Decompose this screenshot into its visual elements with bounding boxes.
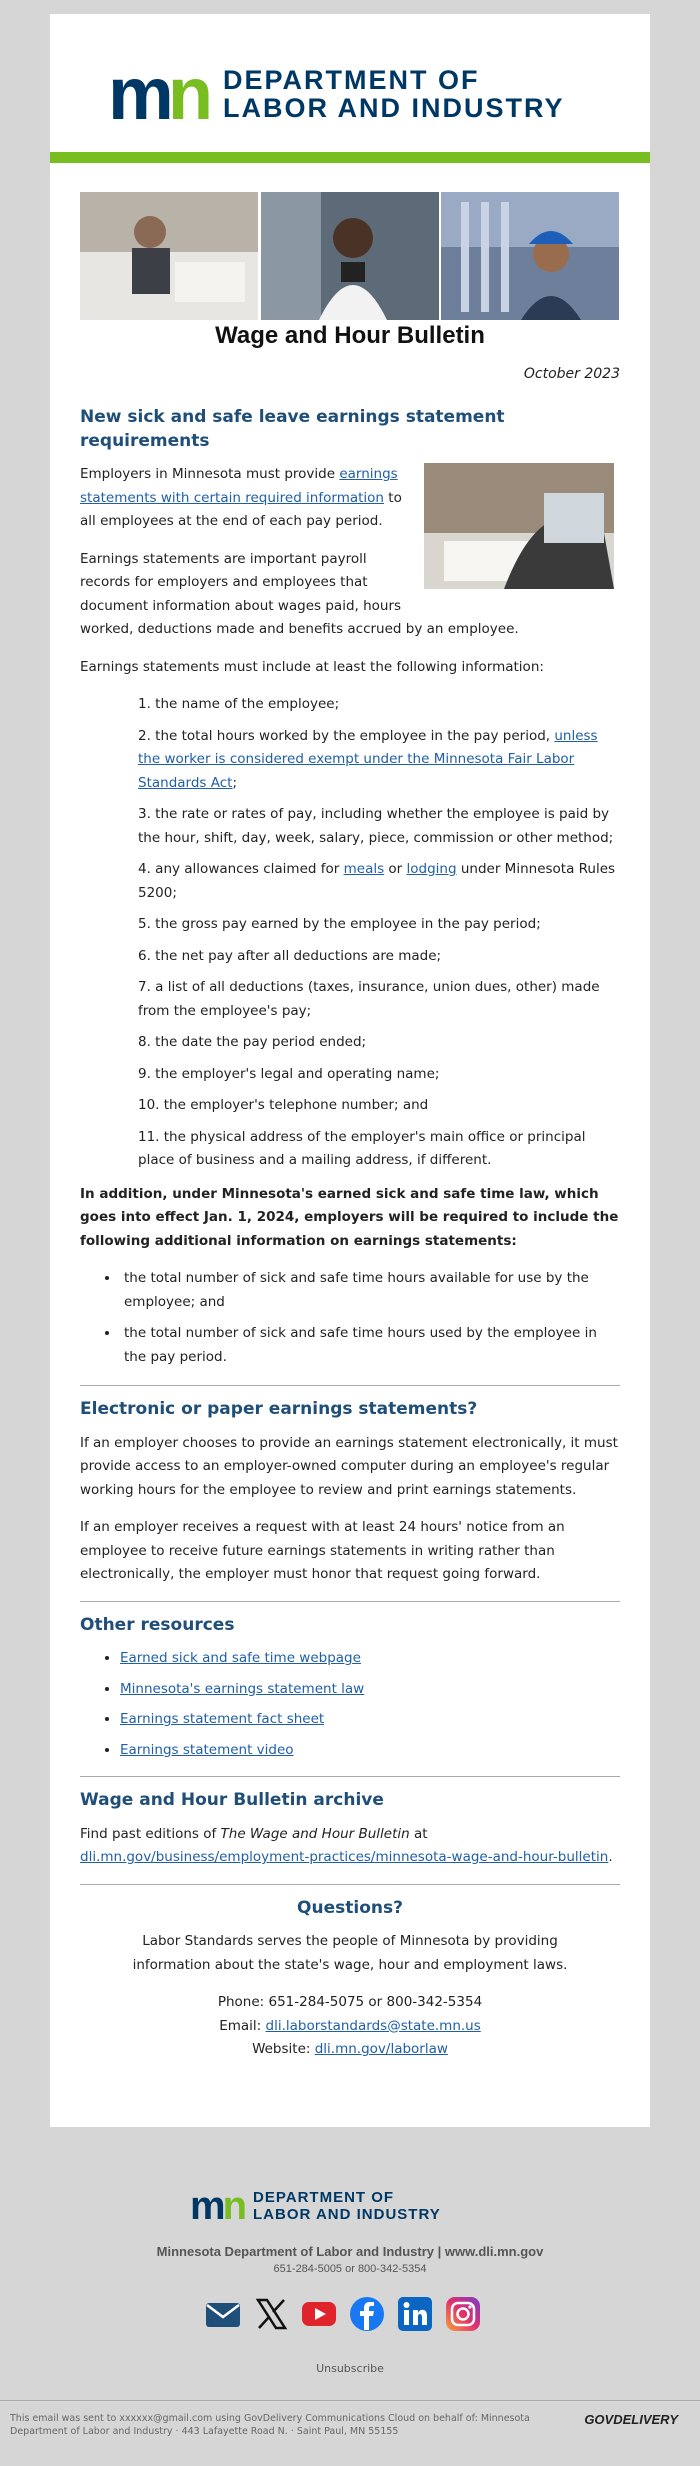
bold-paragraph: In addition, under Minnesota's earned sick and safe time law, which goes into effect Jan. 1, 2024, employers will be required to include the following additional information on earnings statements: bbox=[80, 1185, 619, 1249]
linkedin-icon[interactable] bbox=[397, 2296, 433, 2332]
paragraph: Earnings statements are important payroll records for employers and employees that document information about wages paid, hours worked, deductions made and benefits accrued by an employee. bbox=[80, 550, 519, 637]
dept-name: DEPARTMENT OF LABOR AND INDUSTRY bbox=[223, 65, 565, 123]
photo-housekeeper bbox=[80, 192, 259, 320]
section-heading: New sick and safe leave earnings statement requirements bbox=[80, 407, 505, 451]
phone-line: Phone: 651-284-5075 or 800-342-5354 bbox=[217, 1994, 483, 2010]
list-item: 10. the employer's telephone number; and bbox=[138, 1097, 429, 1113]
list-item bbox=[120, 1739, 620, 1763]
section-heading: Other resources bbox=[80, 1614, 235, 1635]
list-item: 6. the net pay after all deductions are made; bbox=[138, 947, 442, 964]
instagram-icon[interactable] bbox=[445, 2296, 481, 2332]
list-item: 1. the name of the employee; bbox=[138, 696, 340, 712]
earnings-statements-link[interactable]: earnings statements with certain required information bbox=[80, 466, 398, 506]
footer-divider bbox=[0, 2400, 700, 2401]
sick-time-webpage-link[interactable]: Earned sick and safe time webpage bbox=[120, 1650, 361, 1666]
green-divider bbox=[50, 152, 650, 163]
photo-office-worker bbox=[261, 192, 440, 320]
list-item: 2. the total hours worked by the employee in the pay period, unless the worker is considered exempt under the Minnesota Fair Labor Standards Act; bbox=[138, 727, 598, 791]
list-item: 3. the rate or rates of pay, including whether the employee is paid by the hour, shift, day, week, salary, piece, commission or other method; bbox=[138, 806, 614, 846]
list-item bbox=[120, 1678, 620, 1702]
email-card bbox=[50, 14, 650, 2127]
sick-time-list bbox=[80, 1267, 620, 1369]
list-item: 5. the gross pay earned by the employee in the pay period; bbox=[138, 916, 541, 932]
meals-link[interactable]: meals bbox=[343, 861, 385, 877]
list-item: 9. the employer's legal and operating name; bbox=[138, 1065, 440, 1082]
lodging-link[interactable]: lodging bbox=[406, 861, 457, 877]
dept-name: DEPARTMENT OF LABOR AND INDUSTRY bbox=[253, 2189, 441, 2223]
section-heading: Wage and Hour Bulletin archive bbox=[80, 1790, 384, 1810]
questions-text: Labor Standards serves the people of Minnesota by providing information about the state's wage, hour and employment laws. bbox=[132, 1933, 568, 1973]
list-item: • the total number of sick and safe time hours available for use by the employee; and bbox=[120, 1267, 620, 1314]
requirements-list bbox=[80, 693, 620, 1173]
social-links bbox=[205, 2296, 481, 2332]
photo-worker-hardhat bbox=[441, 192, 620, 320]
website-line: Website: dli.mn.gov/laborlaw bbox=[252, 2041, 448, 2057]
questions-heading: Questions? bbox=[297, 1897, 403, 1918]
archive-link[interactable]: dli.mn.gov/business/employment-practices/minnesota-wage-and-hour-bulletin bbox=[80, 1849, 609, 1865]
list-item bbox=[120, 1708, 620, 1732]
email-link[interactable]: dli.laborstandards@state.mn.us bbox=[265, 2017, 481, 2034]
bulletin-date: October 2023 bbox=[523, 366, 620, 382]
paragraph: If an employer receives a request with at least 24 hours' notice from an employee to receive future earnings statements in writing rather than electronically, the employer must honor that request going forward. bbox=[80, 1519, 565, 1582]
list-item bbox=[120, 1647, 620, 1671]
list-item: 4. any allowances claimed for meals or lodging under Minnesota Rules 5200; bbox=[138, 861, 616, 901]
photo-person-writing bbox=[424, 463, 614, 589]
list-item: 11. the physical address of the employer's main office or principal place of business and a mailing address, if different. bbox=[138, 1128, 586, 1168]
questions-block bbox=[80, 1897, 620, 2062]
mn-logo-mark: mn bbox=[108, 52, 208, 135]
fact-sheet-link[interactable]: Earnings statement fact sheet bbox=[120, 1711, 325, 1727]
footer-notice: This email was sent to xxxxxx@gmail.com using GovDelivery Communications Cloud on behalf of: Minnesota Department of Labor and Industry · 443 Lafayette Road N. · Saint Paul, MN 55155 bbox=[10, 2413, 530, 2437]
facebook-icon[interactable] bbox=[349, 2296, 385, 2332]
section-heading: Electronic or paper earnings statements? bbox=[80, 1399, 478, 1419]
website-link[interactable]: dli.mn.gov/laborlaw bbox=[314, 2041, 448, 2057]
mn-logo-mark: mn bbox=[190, 2184, 245, 2228]
video-link[interactable]: Earnings statement video bbox=[120, 1741, 294, 1758]
intro-paragraph: Employers in Minnesota must provide earnings statements with certain required information to all employees at the end of each pay period. bbox=[80, 466, 402, 529]
footer-phone: 651-284-5005 or 800-342-5354 bbox=[273, 2263, 427, 2275]
earnings-law-link[interactable]: Minnesota's earnings statement law bbox=[120, 1680, 365, 1697]
youtube-icon[interactable] bbox=[301, 2296, 337, 2332]
divider bbox=[80, 1884, 620, 1885]
email-line: Email: dli.laborstandards@state.mn.us bbox=[219, 2017, 481, 2034]
bulletin-title: Wage and Hour Bulletin bbox=[215, 322, 485, 349]
footer-logo bbox=[190, 2186, 441, 2226]
govdelivery-logo: GOVDELIVERY bbox=[584, 2412, 678, 2427]
hero-photos bbox=[80, 192, 620, 320]
divider bbox=[80, 1776, 620, 1777]
bulletin-content bbox=[80, 394, 620, 2062]
dli-logo bbox=[108, 52, 608, 135]
divider bbox=[80, 1601, 620, 1602]
unsubscribe-link[interactable]: Unsubscribe bbox=[316, 2362, 384, 2375]
list-item: 7. a list of all deductions (taxes, insurance, union dues, other) made from the employee's pay; bbox=[138, 979, 600, 1019]
x-icon[interactable] bbox=[253, 2296, 289, 2332]
paragraph: Earnings statements must include at least the following information: bbox=[80, 658, 544, 675]
list-item: • the total number of sick and safe time hours used by the employee in the pay period. bbox=[120, 1322, 620, 1369]
footer-org: Minnesota Department of Labor and Industry | www.dli.mn.gov bbox=[156, 2244, 544, 2259]
resources-list bbox=[80, 1647, 620, 1762]
exempt-worker-link[interactable]: unless the worker is considered exempt under the Minnesota Fair Labor Standards Act bbox=[138, 727, 598, 791]
divider bbox=[80, 1385, 620, 1386]
archive-paragraph: Find past editions of The Wage and Hour Bulletin at dli.mn.gov/business/employment-practices/minnesota-wage-and-hour-bulletin. bbox=[80, 1825, 613, 1865]
email-icon[interactable] bbox=[205, 2296, 241, 2332]
list-item: 8. the date the pay period ended; bbox=[138, 1034, 367, 1050]
paragraph: If an employer chooses to provide an earnings statement electronically, it must provide access to an employer-owned computer during an employee's regular working hours for the employee to review and print earnings statements. bbox=[80, 1434, 618, 1498]
